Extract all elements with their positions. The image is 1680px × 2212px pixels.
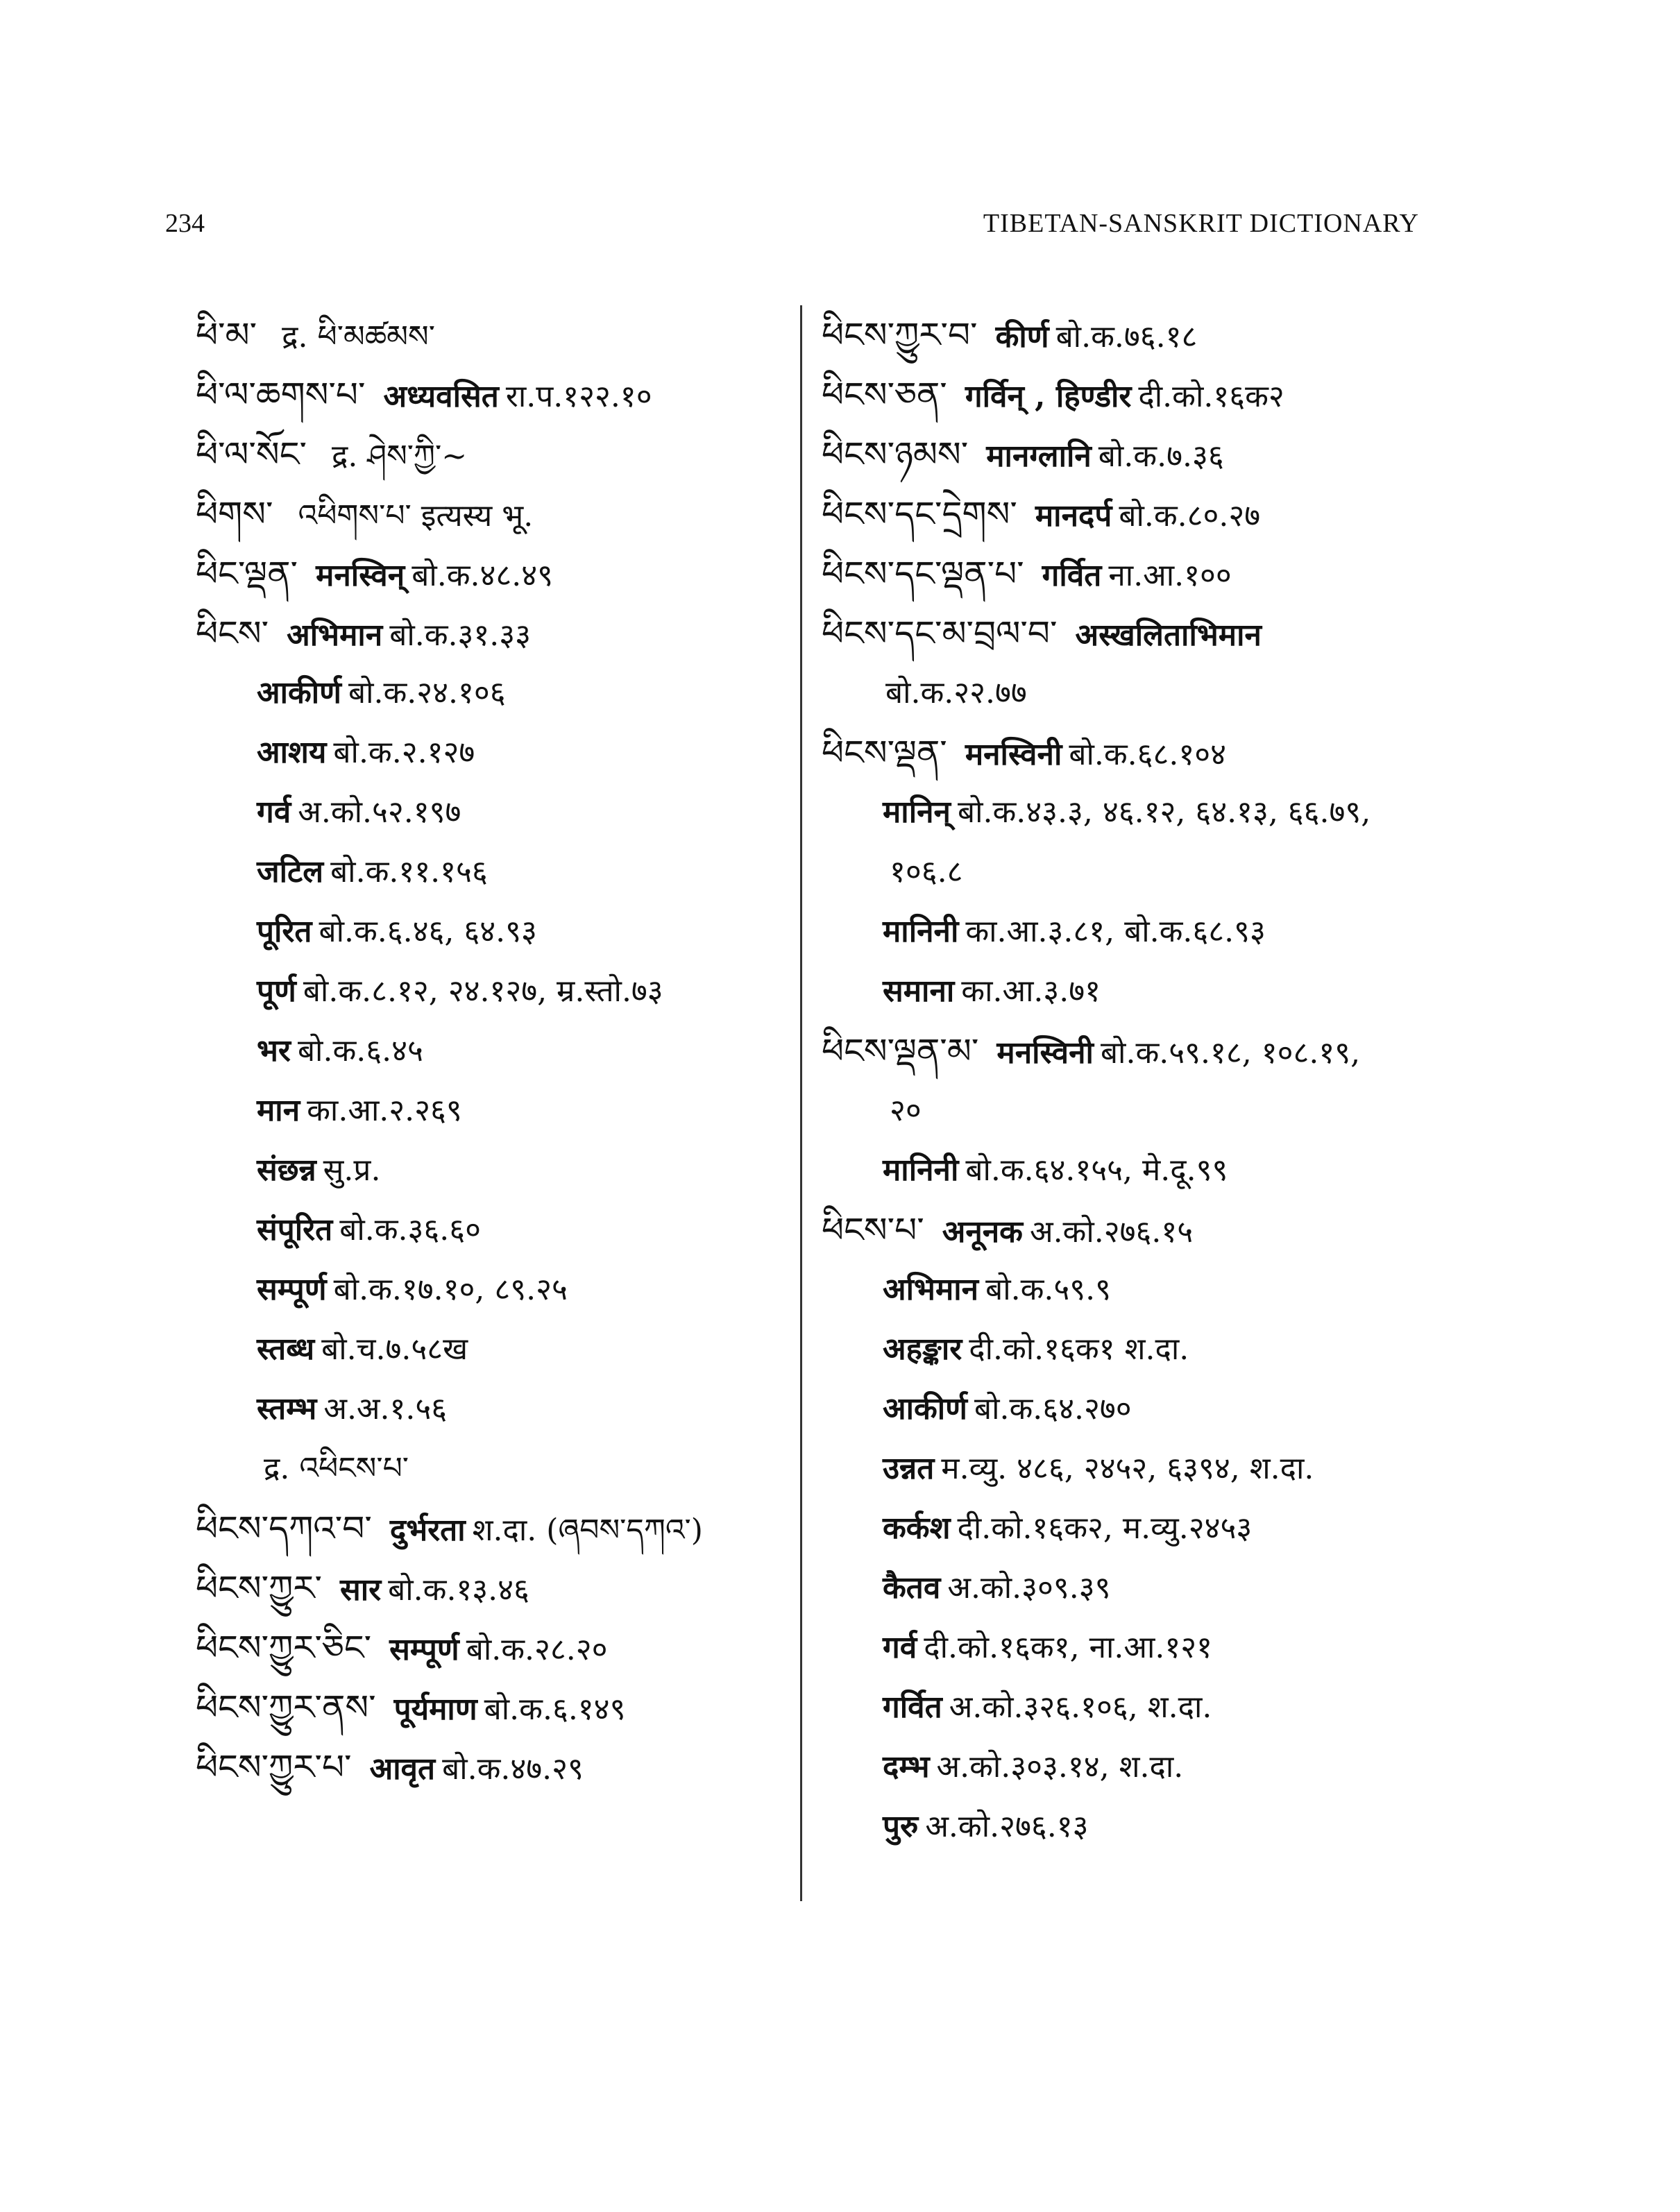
sanskrit-equivalent: अभिमान xyxy=(883,1272,979,1307)
entry-sense xyxy=(196,902,792,962)
tibetan-headword: ཕིངས་དཀའ་བ་ xyxy=(196,1508,372,1549)
sanskrit-equivalent: पूरित xyxy=(257,914,312,949)
sanskrit-equivalent: आकीर्ण xyxy=(883,1391,967,1427)
entry-sense xyxy=(822,1141,1432,1200)
sanskrit-equivalent: पूर्ण xyxy=(257,973,296,1009)
entry-sense xyxy=(196,1320,792,1379)
entry-sense xyxy=(822,663,1432,723)
source-reference: दी.को.१६क२, म.व्यु.२४५३ xyxy=(957,1511,1253,1546)
source-reference: बो.क.१७.१०, ८९.२५ xyxy=(333,1272,568,1307)
column-divider xyxy=(800,305,802,1901)
source-reference: बो.क.६.१४९ xyxy=(484,1692,626,1727)
source-reference: बो.क.५९.९ xyxy=(985,1272,1111,1307)
tibetan-headword: ཕི་ལ་ཆགས་པ་ xyxy=(196,375,366,415)
entry-sense xyxy=(196,842,792,902)
source-reference: बो.क.३१.३३ xyxy=(389,618,532,653)
dictionary-entry xyxy=(196,305,792,365)
sanskrit-equivalent: अध्यवसित xyxy=(383,379,499,414)
entry-sense xyxy=(196,1260,792,1320)
source-reference: अ.को.२७६.१५ xyxy=(1029,1214,1194,1250)
tibetan-headword: ཕིངས་ཀྱུར་ནས་ xyxy=(196,1687,376,1728)
dictionary-entry xyxy=(196,1558,792,1618)
tibetan-headword: ཕིང་ལྡན་ xyxy=(196,554,298,594)
sanskrit-equivalent: गर्वित xyxy=(1042,558,1102,593)
sanskrit-equivalent: कर्कश xyxy=(883,1511,951,1546)
source-reference: अ.अ.१.५६ xyxy=(323,1391,448,1427)
left-column xyxy=(196,305,792,1797)
source-reference: १०६.८ xyxy=(890,854,963,890)
sanskrit-equivalent: मनस्विन् xyxy=(316,558,405,593)
source-reference: का.आ.३.७१ xyxy=(961,973,1101,1009)
source-reference: का.आ.३.८१, बो.क.६८.९३ xyxy=(965,914,1266,949)
dictionary-entry xyxy=(822,723,1432,783)
source-reference: अ.को.२७६.१३ xyxy=(925,1809,1089,1844)
sanskrit-equivalent: स्तब्ध xyxy=(257,1332,315,1367)
dictionary-entry xyxy=(196,1678,792,1737)
dictionary-entry xyxy=(196,1499,792,1558)
source-reference: बो.क.७६.१८ xyxy=(1055,319,1198,355)
source-reference: बो.क.४७.२९ xyxy=(442,1751,584,1787)
source-reference: अ.को.३०९.३९ xyxy=(947,1570,1111,1606)
sanskrit-equivalent: मानिनी xyxy=(883,914,959,949)
entry-sense xyxy=(196,1081,792,1141)
entry-sense xyxy=(196,1439,792,1499)
tibetan-headword: ཕིངས་དང་དྲེགས་ xyxy=(822,494,1017,534)
source-reference: बो.क.२२.७७ xyxy=(885,675,1027,711)
source-reference: बो.क.६.४६, ६४.९३ xyxy=(319,914,537,949)
sanskrit-equivalent: स्तम्भ xyxy=(257,1391,317,1427)
sanskrit-equivalent: सम्पूर्ण xyxy=(257,1272,327,1307)
source-reference: सु.प्र. xyxy=(323,1152,381,1188)
sanskrit-equivalent: मानग्लानि xyxy=(986,439,1092,474)
cross-reference: द्र. ཕི་མཚམས་ xyxy=(282,319,435,355)
entry-sense xyxy=(822,1379,1432,1439)
dictionary-entry xyxy=(822,1200,1432,1260)
tibetan-headword: ཕིངས་དང་ལྡན་པ་ xyxy=(822,554,1024,594)
source-reference: बो.क.६४.१५५, मे.दू.९९ xyxy=(965,1152,1228,1188)
source-reference: अ.को.५२.१९७ xyxy=(298,794,461,830)
tibetan-headword: ཕིངས་ཅན་ xyxy=(822,375,947,415)
dictionary-entry xyxy=(822,305,1432,365)
source-reference: बो.क.११.१५६ xyxy=(330,854,488,890)
sanskrit-equivalent: गर्व xyxy=(257,794,291,830)
dictionary-entry xyxy=(822,365,1432,425)
dictionary-entry xyxy=(822,544,1432,604)
sanskrit-equivalent: कैतव xyxy=(883,1570,941,1606)
tibetan-headword: ཕིངས་ཀྱུར་ཅིང་ xyxy=(196,1628,372,1668)
dictionary-entry xyxy=(196,425,792,484)
dictionary-entry xyxy=(822,604,1432,663)
source-reference: २० xyxy=(890,1093,922,1128)
tibetan-headword: ཕིངས་ལྡན་མ་ xyxy=(822,1031,979,1071)
sanskrit-equivalent: अस्खलिताभिमान xyxy=(1075,618,1262,653)
source-reference: बो.क.२.१२७ xyxy=(333,735,475,770)
sanskrit-equivalent: गर्वित xyxy=(883,1690,942,1725)
source-reference: बो.क.६४.२७० xyxy=(974,1391,1132,1427)
dictionary-entry xyxy=(822,425,1432,484)
entry-sense xyxy=(196,783,792,842)
tibetan-headword: ཕིངས་ཀྱུར་པ་ xyxy=(196,1747,352,1787)
source-reference: म.व्यु. ४८६, २४५२, ६३९४, श.दा. xyxy=(941,1451,1314,1486)
sanskrit-equivalent: सम्पूर्ण xyxy=(389,1632,459,1667)
sanskrit-equivalent: मानिनी xyxy=(883,1152,959,1188)
right-column xyxy=(822,305,1432,1857)
source-reference: श.दा. (ཞབས་དཀའ་) xyxy=(472,1513,703,1548)
entry-sense xyxy=(822,783,1432,842)
tibetan-headword: ཕིངས་ཉམས་ xyxy=(822,434,969,475)
sanskrit-equivalent: मनस्विनी xyxy=(965,737,1062,772)
sanskrit-equivalent: पुरु xyxy=(883,1809,919,1844)
source-reference: का.आ.२.२६९ xyxy=(307,1093,462,1128)
entry-sense xyxy=(822,962,1432,1021)
sanskrit-equivalent: मानिन् xyxy=(883,794,951,830)
source-reference: बो.क.७.३६ xyxy=(1098,439,1224,474)
sanskrit-equivalent: आशय xyxy=(257,735,327,770)
entry-sense xyxy=(822,842,1432,902)
source-reference: बो.क.२४.१०६ xyxy=(348,675,506,711)
sanskrit-equivalent: मनस्विनी xyxy=(996,1035,1094,1071)
entry-sense xyxy=(822,1499,1432,1558)
dictionary-entry xyxy=(822,1021,1432,1081)
entry-sense xyxy=(822,1737,1432,1797)
sanskrit-equivalent: संपूरित xyxy=(257,1212,333,1248)
sanskrit-equivalent: गर्व xyxy=(883,1630,917,1665)
sanskrit-equivalent: अहङ्कार xyxy=(883,1332,962,1367)
page-number: 234 xyxy=(165,209,205,238)
source-reference: रा.प.१२२.१० xyxy=(505,379,652,414)
tibetan-headword: ཕིངས་ xyxy=(196,613,269,654)
cross-reference: འཕིགས་པ་ इत्यस्य भू. xyxy=(298,498,534,534)
entry-sense xyxy=(196,962,792,1021)
source-reference: बो.च.७.५८ख xyxy=(321,1332,468,1367)
source-reference: बो.क.१३.४६ xyxy=(388,1572,529,1608)
entry-sense xyxy=(822,1439,1432,1499)
source-reference: बो.क.४८.४९ xyxy=(411,558,553,593)
entry-sense xyxy=(196,1021,792,1081)
sanskrit-equivalent: गर्विन् , हिण्डीर xyxy=(965,379,1132,414)
tibetan-headword: ཕིངས་ཀྱུར་བ་ xyxy=(822,315,978,355)
sanskrit-equivalent: आकीर्ण xyxy=(257,675,341,711)
entry-sense xyxy=(822,902,1432,962)
entry-sense xyxy=(822,1320,1432,1379)
sanskrit-equivalent: दम्भ xyxy=(883,1749,930,1785)
dictionary-entry xyxy=(196,1618,792,1678)
dictionary-entry xyxy=(822,484,1432,544)
source-reference: बो.क.३६.६० xyxy=(339,1212,482,1248)
source-reference: बो.क.५९.१८, १०८.१९, xyxy=(1100,1035,1361,1071)
source-reference: बो.क.८.१२, २४.१२७, म्र.स्तो.७३ xyxy=(303,973,663,1009)
sanskrit-equivalent: समाना xyxy=(883,973,955,1009)
sanskrit-equivalent: दुर्भरता xyxy=(389,1513,466,1548)
tibetan-headword: ཕིངས་དང་མ་བྲལ་བ་ xyxy=(822,613,1058,654)
entry-sense xyxy=(196,1200,792,1260)
sanskrit-equivalent: अभिमान xyxy=(287,618,383,653)
source-reference: बो.क.६.४५ xyxy=(297,1033,423,1069)
entry-sense xyxy=(196,723,792,783)
dictionary-entry xyxy=(196,544,792,604)
running-title: TIBETAN-SANSKRIT DICTIONARY xyxy=(983,209,1419,238)
sanskrit-equivalent: अनूनक xyxy=(942,1214,1023,1250)
entry-sense xyxy=(822,1618,1432,1678)
dictionary-entry xyxy=(196,604,792,663)
entry-sense xyxy=(196,1141,792,1200)
sanskrit-equivalent: भर xyxy=(257,1033,291,1069)
sanskrit-equivalent: उन्नत xyxy=(883,1451,935,1486)
source-reference: दी.को.१६क२ xyxy=(1138,379,1284,414)
sanskrit-equivalent: मानदर्प xyxy=(1035,498,1112,534)
source-reference: बो.क.२८.२० xyxy=(466,1632,608,1667)
tibetan-headword: ཕིངས་ལྡན་ xyxy=(822,733,947,773)
source-reference: बो.क.४३.३, ४६.१२, ६४.१३, ६६.७९, xyxy=(957,794,1371,830)
entry-sense xyxy=(822,1797,1432,1857)
tibetan-headword: ཕི་ལ་སོང་ xyxy=(196,434,307,475)
source-reference: अ.को.३२६.१०६, श.दा. xyxy=(949,1690,1212,1725)
tibetan-headword: ཕི་མ་ xyxy=(196,315,257,355)
entry-sense xyxy=(822,1678,1432,1737)
source-reference: अ.को.३०३.१४, श.दा. xyxy=(936,1749,1184,1785)
source-reference: बो.क.६८.१०४ xyxy=(1069,737,1227,772)
cross-reference: द्र. འཕིངས་པ་ xyxy=(264,1451,409,1486)
entry-sense xyxy=(822,1081,1432,1141)
source-reference: ना.आ.१०० xyxy=(1108,558,1232,593)
entry-sense xyxy=(822,1260,1432,1320)
tibetan-headword: ཕིགས་ xyxy=(196,494,273,534)
entry-sense xyxy=(196,663,792,723)
sanskrit-equivalent: सार xyxy=(340,1572,382,1608)
dictionary-entry xyxy=(196,1737,792,1797)
sanskrit-equivalent: कीर्ण xyxy=(995,319,1049,355)
tibetan-headword: ཕིངས་པ་ xyxy=(822,1210,924,1250)
cross-reference: द्र. ཤེས་ཀྱི་~ xyxy=(331,439,468,474)
dictionary-entry xyxy=(196,484,792,544)
dictionary-entry xyxy=(196,365,792,425)
source-reference: दी.को.१६क१ श.दा. xyxy=(969,1332,1189,1367)
entry-sense xyxy=(196,1379,792,1439)
source-reference: बो.क.८०.२७ xyxy=(1119,498,1261,534)
sanskrit-equivalent: संछन्न xyxy=(257,1152,316,1188)
sanskrit-equivalent: जटिल xyxy=(257,854,324,890)
sanskrit-equivalent: आवृत xyxy=(369,1751,436,1787)
source-reference: दी.को.१६क१, ना.आ.१२१ xyxy=(924,1630,1212,1665)
sanskrit-equivalent: पूर्यमाण xyxy=(393,1692,477,1727)
sanskrit-equivalent: मान xyxy=(257,1093,300,1128)
entry-sense xyxy=(822,1558,1432,1618)
tibetan-headword: ཕིངས་ཀྱུར་ xyxy=(196,1568,322,1608)
